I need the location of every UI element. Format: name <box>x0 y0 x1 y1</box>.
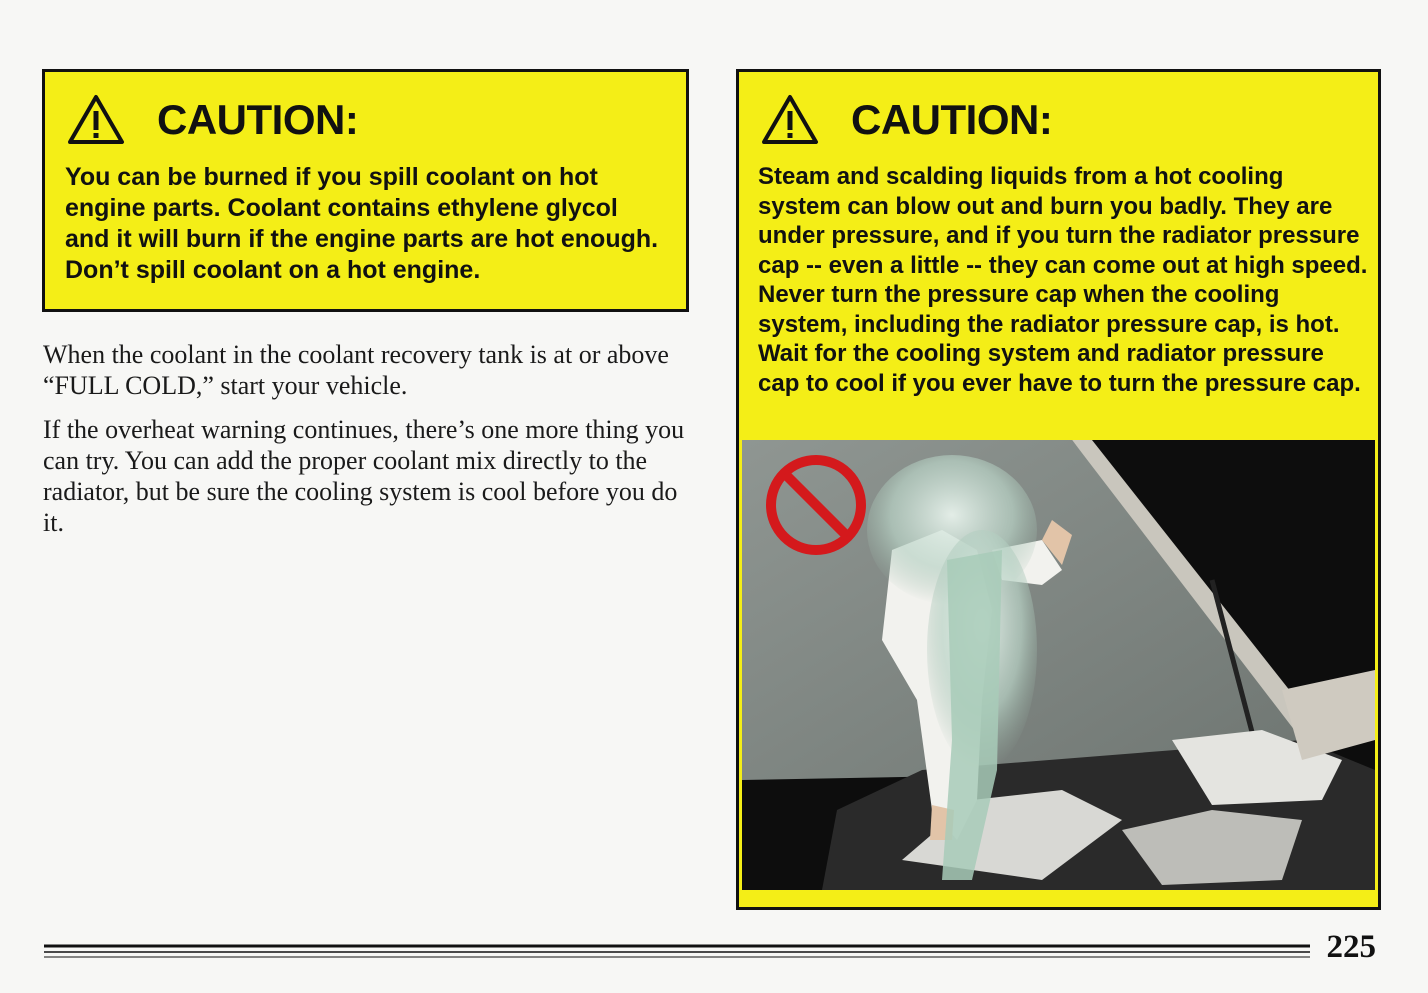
body-paragraph: If the overheat warning continues, there’s one more thing you can try. You can add the proper coolant mix directly to the radiator, but be sure the cooling system is cool before you do it. <box>43 415 685 537</box>
caution-title: CAUTION: <box>851 96 1053 143</box>
caution-text: Steam and scalding liquids from a hot cooling system can blow out and burn you badly. They are under pressure, and if you turn the radiator pressure cap -- even a little -- they can come out at high speed. Never turn the pressure cap when the cooling system, including the radiator pressure cap, is hot. Wait for the cooling system and radiator pressure cap to cool if you ever have to turn the pressure cap. <box>758 163 1368 397</box>
footer-rule <box>44 943 1310 961</box>
warning-triangle-icon <box>67 94 125 146</box>
warning-triangle-icon <box>761 94 819 146</box>
caution-title: CAUTION: <box>157 96 359 143</box>
caution-box-coolant-burn <box>42 69 689 312</box>
steam-hazard-photo <box>742 440 1375 890</box>
body-paragraph: When the coolant in the coolant recovery tank is at or above “FULL COLD,” start your vehicle. <box>43 340 669 400</box>
caution-header <box>67 88 358 152</box>
caution-text: You can be burned if you spill coolant on hot engine parts. Coolant contains ethylene glycol and it will burn if the engine parts are hot enough. Don’t spill coolant on a hot engine. <box>65 163 659 284</box>
caution-header <box>761 88 1052 152</box>
page-number: 225 <box>1326 929 1376 965</box>
caution-box-steam-scalding <box>736 69 1381 910</box>
steam-hazard-illustration <box>742 440 1375 890</box>
